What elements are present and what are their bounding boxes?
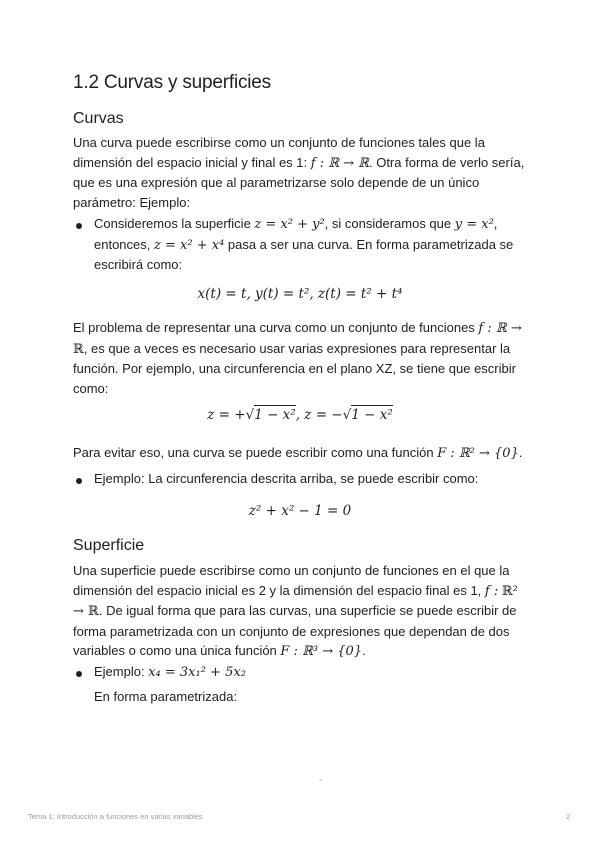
math-inline: f : ℝ → ℝ [310, 155, 369, 171]
equation-parametric-curve: x(t) = t, y(t) = t², z(t) = t² + t⁴ [197, 286, 403, 302]
section-heading-curvas: Curvas [73, 110, 124, 127]
footer-page-number: 2 [566, 812, 571, 821]
list-item: Ejemplo: x₄ = 3x₁² + 5x₂ [94, 664, 246, 680]
list-bullet [76, 671, 82, 677]
curvas-intro-paragraph: Una curva puede escribirse como un conjunto de funciones tales que la dimensión del espacio inicial y final es 1: f : ℝ → ℝ. Otra forma de verlo sería, que es una expresión que al parametrizarse solo depende de un único parámetro: Ejemplo: [73, 135, 525, 210]
list-item: Ejemplo: La circunferencia descrita arriba, se puede escribir como: [94, 471, 479, 486]
list-bullet [76, 223, 82, 229]
list-item: Consideremos la superficie z = x² + y², si consideramos que y = x², entonces, z = x² + x⁴ pasa a ser una curva. En forma parametrizada se escribirá como: [94, 216, 514, 272]
equation-circle-branches: z = +√1 − x², z = −√1 − x² [207, 407, 393, 423]
curvas-implicit-paragraph: Para evitar eso, una curva se puede escribir como una función F : ℝ² → {0}. [73, 445, 523, 461]
equation-circle-implicit: z² + x² − 1 = 0 [248, 503, 352, 519]
footer-chapter-title: Tema 1: Introducción a funciones en varias variables [28, 812, 203, 821]
center-mark: - [319, 775, 323, 786]
section-heading-superficie: Superficie [73, 537, 145, 554]
page-title: 1.2 Curvas y superficies [73, 72, 271, 93]
list-bullet [76, 478, 82, 484]
superficie-paragraph: Una superficie puede escribirse como un conjunto de funciones en el que la dimensión del espacio inicial es 2 y la dimensión del espacio final es 1, f : ℝ² → ℝ. De igual forma que para las curvas, una superficie se puede escribir de forma parametrizada con un conjunto de expresiones que dependan de dos variables o como una única función F : ℝ³ → {0}. [73, 563, 518, 659]
curvas-problem-paragraph: El problema de representar una curva como un conjunto de funciones f : ℝ → ℝ, es que a veces es necesario usar varias expresiones para representar la función. Por ejemplo, una circunferencia en el plano XZ, se tiene que escribir como: [73, 320, 522, 396]
list-item-subtext: En forma parametrizada: [94, 689, 238, 704]
